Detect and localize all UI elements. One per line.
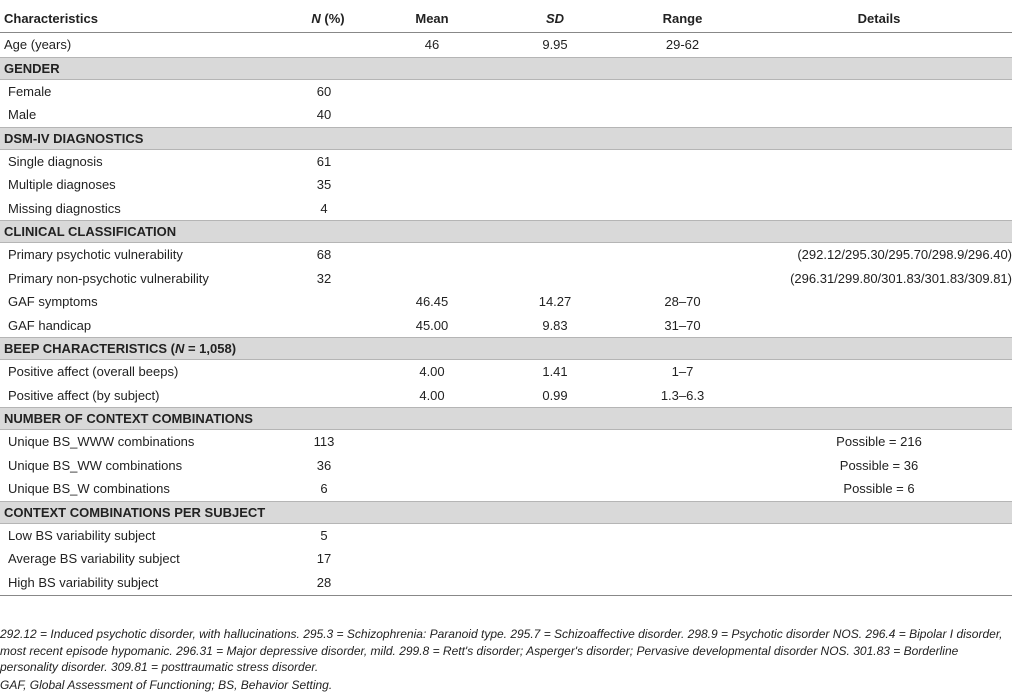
- row-label: Female: [8, 83, 52, 99]
- row-label: Unique BS_W combinations: [8, 481, 170, 497]
- cell-mean: 4.00: [419, 387, 445, 403]
- row-label: GAF handicap: [8, 317, 92, 333]
- row-label: Positive affect (by subject): [8, 387, 160, 403]
- section-title: GENDER: [0, 57, 1012, 79]
- cell-n: 4: [320, 200, 328, 216]
- cell-range: 28–70: [664, 294, 701, 310]
- row-label: Missing diagnostics: [8, 200, 121, 216]
- header-n-percent: (%): [320, 10, 345, 26]
- cell-range: 29-62: [665, 37, 700, 53]
- header-details: Details: [746, 4, 1012, 33]
- cell-range: 1–7: [671, 364, 694, 380]
- cell-sd: 9.95: [542, 37, 568, 53]
- row-label: Age (years): [4, 37, 72, 53]
- cell-mean: 46: [424, 37, 440, 53]
- row-label: Unique BS_WWW combinations: [8, 434, 195, 450]
- header-row: [0, 4, 1012, 33]
- row-label: GAF symptoms: [8, 294, 98, 310]
- header-mean: Mean: [373, 4, 491, 33]
- table-row: [0, 267, 1012, 291]
- header-n: [283, 4, 373, 33]
- cell-details: Possible = 216: [836, 434, 922, 450]
- cell-n: 6: [320, 481, 328, 497]
- table-row: [0, 290, 1012, 314]
- row-label: Male: [8, 107, 37, 123]
- cell-details: Possible = 6: [843, 481, 915, 497]
- table-row: [0, 149, 1012, 173]
- section-gender: [0, 57, 1012, 79]
- cell-sd: 9.83: [542, 317, 568, 333]
- cell-n: 17: [316, 551, 332, 567]
- row-label: Positive affect (overall beeps): [8, 364, 179, 380]
- table-row: [0, 430, 1012, 454]
- section-clinical: [0, 221, 1012, 243]
- section-context: [0, 408, 1012, 430]
- cell-sd: 14.27: [538, 294, 572, 310]
- section-title: BEEP CHARACTERISTICS (N = 1,058): [0, 338, 1012, 360]
- row-label: Unique BS_WW combinations: [8, 457, 183, 473]
- cell-n: 113: [313, 434, 335, 450]
- row-label: Multiple diagnoses: [8, 177, 116, 193]
- cell-details: Possible = 36: [839, 457, 919, 473]
- table-row: [0, 454, 1012, 478]
- header-characteristics: Characteristics: [0, 4, 283, 33]
- cell-n: 5: [320, 527, 328, 543]
- section-title: NUMBER OF CONTEXT COMBINATIONS: [0, 408, 1012, 430]
- section-title: CONTEXT COMBINATIONS PER SUBJECT: [0, 501, 1012, 523]
- cell-n: 32: [316, 270, 332, 286]
- table-row: [0, 314, 1012, 338]
- row-label: Average BS variability subject: [8, 551, 180, 567]
- cell-n: 35: [316, 177, 332, 193]
- table-row: [0, 243, 1012, 267]
- table-row: [0, 103, 1012, 127]
- cell-n: 68: [316, 247, 332, 263]
- section-title: DSM-IV DIAGNOSTICS: [0, 127, 1012, 149]
- cell-n: 60: [316, 83, 332, 99]
- section-dsm: [0, 127, 1012, 149]
- cell-n: 61: [316, 153, 332, 169]
- table-row: [0, 360, 1012, 384]
- cell-details: [746, 33, 1012, 58]
- row-label: Low BS variability subject: [8, 527, 156, 543]
- table-row: [0, 197, 1012, 221]
- table-row: [0, 523, 1012, 547]
- row-label: Primary non-psychotic vulnerability: [8, 270, 209, 286]
- cell-mean: 45.00: [415, 317, 449, 333]
- table-row: [0, 79, 1012, 103]
- table-row-age: [0, 33, 1012, 58]
- table-row: [0, 384, 1012, 408]
- section-per-subject: [0, 501, 1012, 523]
- cell-details: (296.31/299.80/301.83/301.83/309.81): [790, 270, 1012, 286]
- footnote-abbreviations: GAF, Global Assessment of Functioning; BS, Behavior Setting.: [0, 677, 333, 692]
- cell-details: (292.12/295.30/295.70/298.9/296.40): [797, 247, 1012, 263]
- cell-range: 31–70: [664, 317, 701, 333]
- table-row: [0, 571, 1012, 596]
- cell-mean: 46.45: [415, 294, 449, 310]
- cell-sd: 1.41: [542, 364, 568, 380]
- cell-sd: 0.99: [542, 387, 568, 403]
- row-label: Single diagnosis: [8, 153, 103, 169]
- table-row: [0, 173, 1012, 197]
- header-n-symbol: N: [311, 10, 321, 26]
- section-beep: [0, 338, 1012, 360]
- header-sd: SD: [491, 4, 619, 33]
- footnote-codes: 292.12 = Induced psychotic disorder, with hallucinations. 295.3 = Schizophrenia: Paranoid type. 295.7 = Schizoaffective disorder. 298.9 = Psychotic disorder NOS. 296.4 = Bipolar I disorder, most recent episode hypomanic. 296.31 = Major depressive disorder, mild. 299.8 = Rett's disorder; Asperger's disorder; Pervasive developmental disorder NOS. 301.83 = Borderline personality disorder. 309.81 = posttraumatic stress disorder.: [0, 627, 1003, 674]
- cell-n: 40: [316, 107, 332, 123]
- header-range: Range: [619, 4, 746, 33]
- table-footnotes: [0, 626, 1012, 693]
- section-title: CLINICAL CLASSIFICATION: [0, 221, 1012, 243]
- cell-range: 1.3–6.3: [660, 387, 705, 403]
- row-label: High BS variability subject: [0, 571, 283, 596]
- cell-n: 36: [316, 457, 332, 473]
- table-row: [0, 547, 1012, 571]
- table-row: [0, 477, 1012, 501]
- cell-mean: 4.00: [419, 364, 445, 380]
- characteristics-table: [0, 4, 1012, 596]
- cell-n: [283, 33, 373, 58]
- cell-n: 28: [283, 571, 373, 596]
- row-label: Primary psychotic vulnerability: [8, 247, 183, 263]
